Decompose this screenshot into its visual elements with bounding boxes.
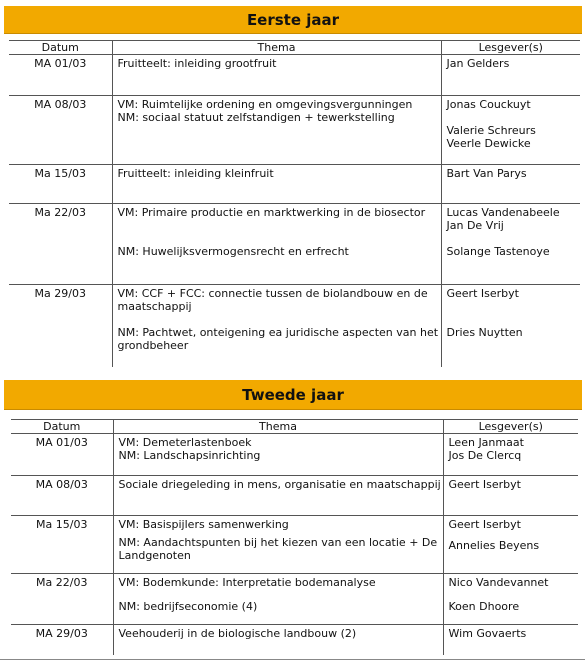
teacher-name: Jan De Vrij: [446, 219, 504, 232]
teacher-header: Lesgever(s): [443, 420, 578, 434]
theme-cell: [113, 625, 443, 655]
theme-line: NM: Huwelijksvermogensrecht en erfrecht: [117, 245, 349, 258]
teacher-name: Lucas Vandenabeele: [446, 206, 560, 219]
theme-line: Veehouderij in de biologische landbouw (2): [118, 627, 357, 640]
date-cell: Ma 22/03: [9, 204, 112, 285]
date-cell: MA 29/03: [11, 625, 113, 655]
first-year-title: Eerste jaar: [246, 11, 340, 29]
date-cell: MA 01/03: [9, 55, 112, 96]
theme-line: NM: sociaal statuut zelfstandigen + tewerkstelling: [117, 111, 395, 124]
teacher-name: Geert Iserbyt: [448, 518, 521, 531]
teacher-header: Lesgever(s): [441, 41, 580, 55]
theme-line: VM: CCF + FCC: connectie tussen de biolandbouw en de: [117, 287, 428, 300]
teacher-name: Nico Vandevannet: [448, 576, 549, 589]
teacher-cell: [443, 574, 578, 625]
teacher-cell: [443, 516, 578, 574]
theme-line: Landgenoten: [118, 549, 191, 562]
table-row: [11, 476, 578, 516]
table-row: [11, 625, 578, 655]
theme-cell: [112, 96, 441, 165]
theme-line: Sociale driegeleding in mens, organisatie en maatschappij: [118, 478, 441, 491]
teacher-name: Jonas Couckuyt: [446, 98, 531, 111]
teacher-cell: [441, 165, 580, 204]
teacher-name: Koen Dhoore: [448, 600, 520, 613]
second-year-banner: [4, 380, 582, 410]
theme-cell: [112, 285, 441, 367]
date-header: Datum: [9, 41, 112, 55]
table-row: [9, 204, 580, 285]
teacher-name: Valerie Schreurs: [446, 124, 536, 137]
theme-line: VM: Primaire productie en marktwerking in de biosector: [117, 206, 426, 219]
theme-line: NM: Landschapsinrichting: [118, 449, 261, 462]
table-row: [11, 516, 578, 574]
theme-cell: [112, 55, 441, 96]
date-cell: MA 08/03: [9, 96, 112, 165]
teacher-cell: [441, 96, 580, 165]
teacher-cell: [443, 476, 578, 516]
theme-line: NM: Pachtwet, onteigening ea juridische aspecten van het: [117, 326, 439, 339]
date-cell: Ma 22/03: [11, 574, 113, 625]
teacher-name: Annelies Beyens: [448, 539, 540, 552]
table-row: [9, 285, 580, 367]
teacher-name: Wim Govaerts: [448, 627, 527, 640]
teacher-cell: [443, 625, 578, 655]
teacher-cell: [443, 434, 578, 476]
second-year-title: Tweede jaar: [242, 386, 344, 404]
teacher-cell: [441, 204, 580, 285]
theme-line: VM: Ruimtelijke ordening en omgevingsvergunningen: [117, 98, 413, 111]
date-cell: Ma 15/03: [11, 516, 113, 574]
date-cell: Ma 15/03: [9, 165, 112, 204]
date-cell: Ma 29/03: [9, 285, 112, 367]
teacher-name: Jos De Clercq: [448, 449, 522, 462]
table-row: [9, 96, 580, 165]
teacher-name: Leen Janmaat: [448, 436, 524, 449]
date-cell: MA 01/03: [11, 434, 113, 476]
teacher-cell: [441, 285, 580, 367]
theme-cell: [113, 434, 443, 476]
table-row: [9, 165, 580, 204]
theme-line: VM: Demeterlastenboek: [118, 436, 252, 449]
table-row: [9, 55, 580, 96]
date-header: Datum: [11, 420, 113, 434]
theme-line: NM: bedrijfseconomie (4): [118, 600, 258, 613]
theme-line: VM: Basispijlers samenwerking: [118, 518, 289, 531]
theme-line: VM: Bodemkunde: Interpretatie bodemanalyse: [118, 576, 376, 589]
theme-cell: [112, 165, 441, 204]
second-year-table: [11, 419, 578, 655]
theme-line: maatschappij: [117, 300, 192, 313]
date-cell: MA 08/03: [11, 476, 113, 516]
first-year-table: [9, 40, 580, 367]
theme-line: Fruitteelt: inleiding grootfruit: [117, 57, 277, 70]
bottom-divider: [0, 659, 585, 660]
theme-cell: [112, 204, 441, 285]
theme-cell: [113, 476, 443, 516]
teacher-name: Bart Van Parys: [446, 167, 527, 180]
first-year-banner: [4, 6, 582, 34]
table-row: [11, 574, 578, 625]
teacher-name: Solange Tastenoye: [446, 245, 550, 258]
teacher-cell: [441, 55, 580, 96]
theme-header: Thema: [112, 41, 441, 55]
teacher-name: Geert Iserbyt: [448, 478, 521, 491]
theme-header: Thema: [113, 420, 443, 434]
theme-cell: [113, 574, 443, 625]
theme-line: Fruitteelt: inleiding kleinfruit: [117, 167, 274, 180]
table-header-row: [9, 41, 580, 55]
teacher-name: Geert Iserbyt: [446, 287, 519, 300]
table-row: [11, 434, 578, 476]
theme-cell: [113, 516, 443, 574]
theme-line: NM: Aandachtspunten bij het kiezen van een locatie + De: [118, 536, 438, 549]
table-header-row: [11, 420, 578, 434]
teacher-name: Dries Nuytten: [446, 326, 523, 339]
teacher-name: Veerle Dewicke: [446, 137, 531, 150]
theme-line: grondbeheer: [117, 339, 189, 352]
teacher-name: Jan Gelders: [446, 57, 510, 70]
